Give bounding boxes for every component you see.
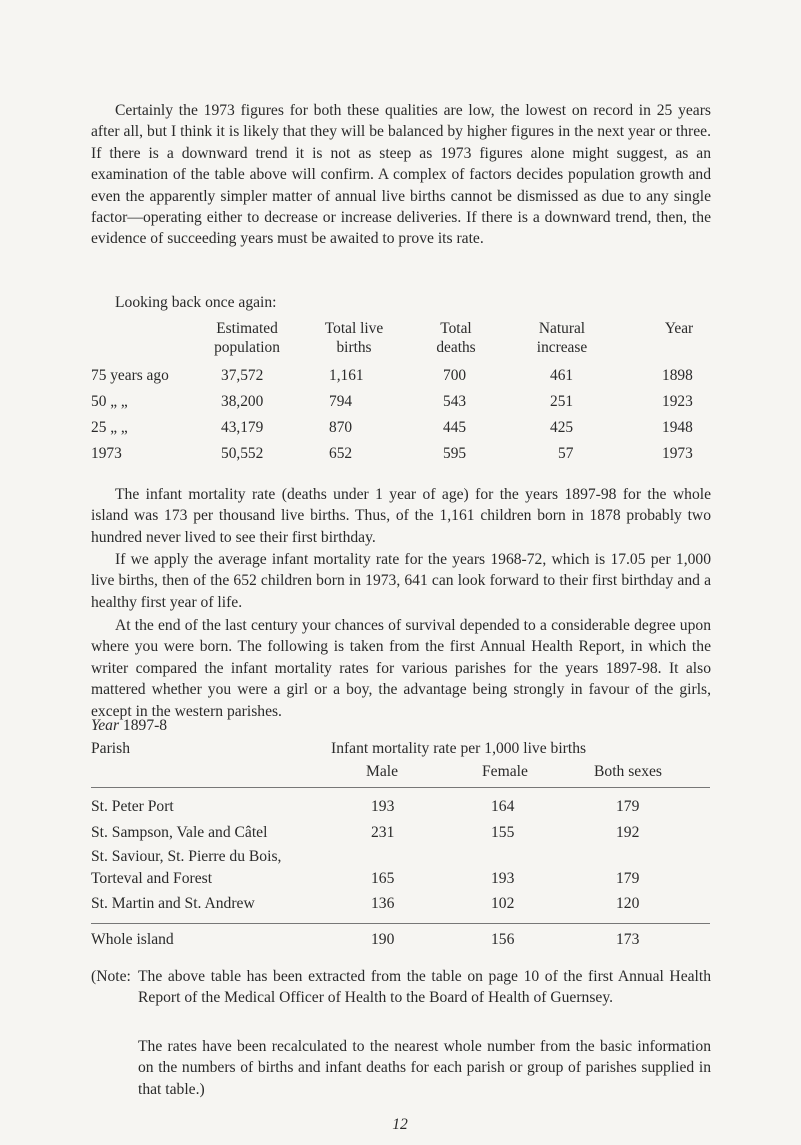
table-row-parish-cont: Torteval and Forest (91, 870, 213, 887)
table-row-parish: St. Saviour, St. Pierre du Bois, (91, 848, 282, 865)
table-cell-births: 870 (329, 419, 353, 436)
table-row-parish: St. Martin and St. Andrew (91, 895, 255, 912)
table-cell-deaths: 445 (443, 419, 467, 436)
table-cell-population: 37,572 (221, 367, 264, 384)
table-cell-both: 192 (616, 824, 640, 841)
header-natural-increase: Natural increase (536, 320, 588, 356)
table-total-male: 190 (371, 931, 395, 948)
header-total-live-births: Total live births (324, 320, 384, 356)
table-cell-female: 164 (491, 798, 515, 815)
note-label: (Note: (91, 968, 131, 985)
table-cell-year: 1973 (662, 445, 693, 462)
table-cell-male: 165 (371, 870, 395, 887)
note-paragraph-recalc: The rates have been recalculated to the nearest whole number from the basic information on the numbers of births and infant deaths for each parish or group of parishes supplied in that table.) (138, 1038, 711, 1098)
table-cell-both: 179 (616, 798, 640, 815)
table-cell-year: 1948 (662, 419, 693, 436)
table-cell-female: 193 (491, 870, 515, 887)
table2-parish-label: Parish (91, 740, 130, 757)
table-cell-year: 1898 (662, 367, 693, 384)
header-male: Male (366, 763, 399, 780)
table-cell-births: 794 (329, 393, 353, 410)
table-total-parish: Whole island (91, 931, 174, 948)
table-cell-male: 193 (371, 798, 395, 815)
paragraph-infant-mortality-1897: The infant mortality rate (deaths under 1 year of age) for the years 1897-98 for the whole island was 173 per thousand live births. Thus, of the 1,161 children born in 1878 probably two hundred never lived to see their first birthday. (91, 486, 711, 546)
table-cell-female: 102 (491, 895, 515, 912)
paragraph-average-rate: If we apply the average infant mortality rate for the years 1968-72, which is 17.05 per 1,000 live births, then of the 652 children born in 1973, 641 can look forward to their first birthday and a healthy first year of life. (91, 551, 711, 611)
table-cell-deaths: 595 (443, 445, 467, 462)
table-cell-year: 1923 (662, 393, 693, 410)
table2-main-header: Infant mortality rate per 1,000 live births (331, 740, 587, 757)
table-cell-deaths: 543 (443, 393, 467, 410)
table-total-female: 156 (491, 931, 515, 948)
table-cell-both: 179 (616, 870, 640, 887)
table-cell-population: 38,200 (221, 393, 264, 410)
table-cell-deaths: 700 (443, 367, 467, 384)
looking-back-heading: Looking back once again: (115, 294, 277, 311)
table-cell-increase: 251 (550, 393, 574, 410)
paragraph-birth-trend: Certainly the 1973 figures for both these qualities are low, the lowest on record in 25 years after all, but I think it is likely that they will be balanced by higher figures in the next year or three. If there is a downward trend it is not as steep as 1973 figures alone might suggest, as an examination of the table above will confirm. A complex of factors decides population growth and even the apparently simpler matter of annual live births cannot be dismissed as due to any single factor—operating either to decrease or increase deliveries. If there is a downward trend, then, the evidence of succeeding years must be awaited to prove its rate. (91, 102, 711, 248)
paragraph-survival-chances: At the end of the last century your chances of survival depended to a considerable degree upon where you were born. The following is taken from the first Annual Health Report, in which the writer compared the infant mortality rates for various parishes for the years 1897-98. It also mattered whether you were a girl or a boy, the advantage being strongly in favour of the girls, except in the western parishes. (91, 617, 711, 720)
table-cell-both: 120 (616, 895, 640, 912)
table-cell-increase: 57 (558, 445, 574, 462)
page-number: 12 (392, 1116, 408, 1133)
header-estimated-population: Estimated population (214, 320, 280, 356)
table-row-label: 1973 (91, 445, 122, 462)
table-cell-increase: 461 (550, 367, 574, 384)
table-cell-male: 136 (371, 895, 395, 912)
header-total-deaths: Total deaths (436, 320, 476, 356)
header-both-sexes: Both sexes (594, 763, 663, 780)
note-paragraph-source: The above table has been extracted from the table on page 10 of the first Annual Health Report of the Medical Officer of Health to the Board of Health of Guernsey. (138, 968, 711, 1007)
header-female: Female (482, 763, 528, 780)
table-total-both: 173 (616, 931, 640, 948)
table-row-parish: St. Sampson, Vale and Câtel (91, 824, 268, 841)
table2-top-rule (91, 787, 710, 788)
table2-bottom-rule (91, 923, 710, 924)
table-row-label: 25 „ „ (91, 419, 128, 436)
table-cell-population: 43,179 (221, 419, 264, 436)
table-row-label: 75 years ago (91, 367, 169, 384)
table2-year-label: Year 1897-8 (91, 717, 168, 734)
table-cell-male: 231 (371, 824, 395, 841)
table-row-label: 50 „ „ (91, 393, 128, 410)
header-year: Year (664, 320, 694, 337)
table-row-parish: St. Peter Port (91, 798, 174, 815)
table-cell-births: 652 (329, 445, 353, 462)
table-cell-population: 50,552 (221, 445, 264, 462)
table-cell-female: 155 (491, 824, 515, 841)
table-cell-increase: 425 (550, 419, 574, 436)
table-cell-births: 1,161 (329, 367, 364, 384)
